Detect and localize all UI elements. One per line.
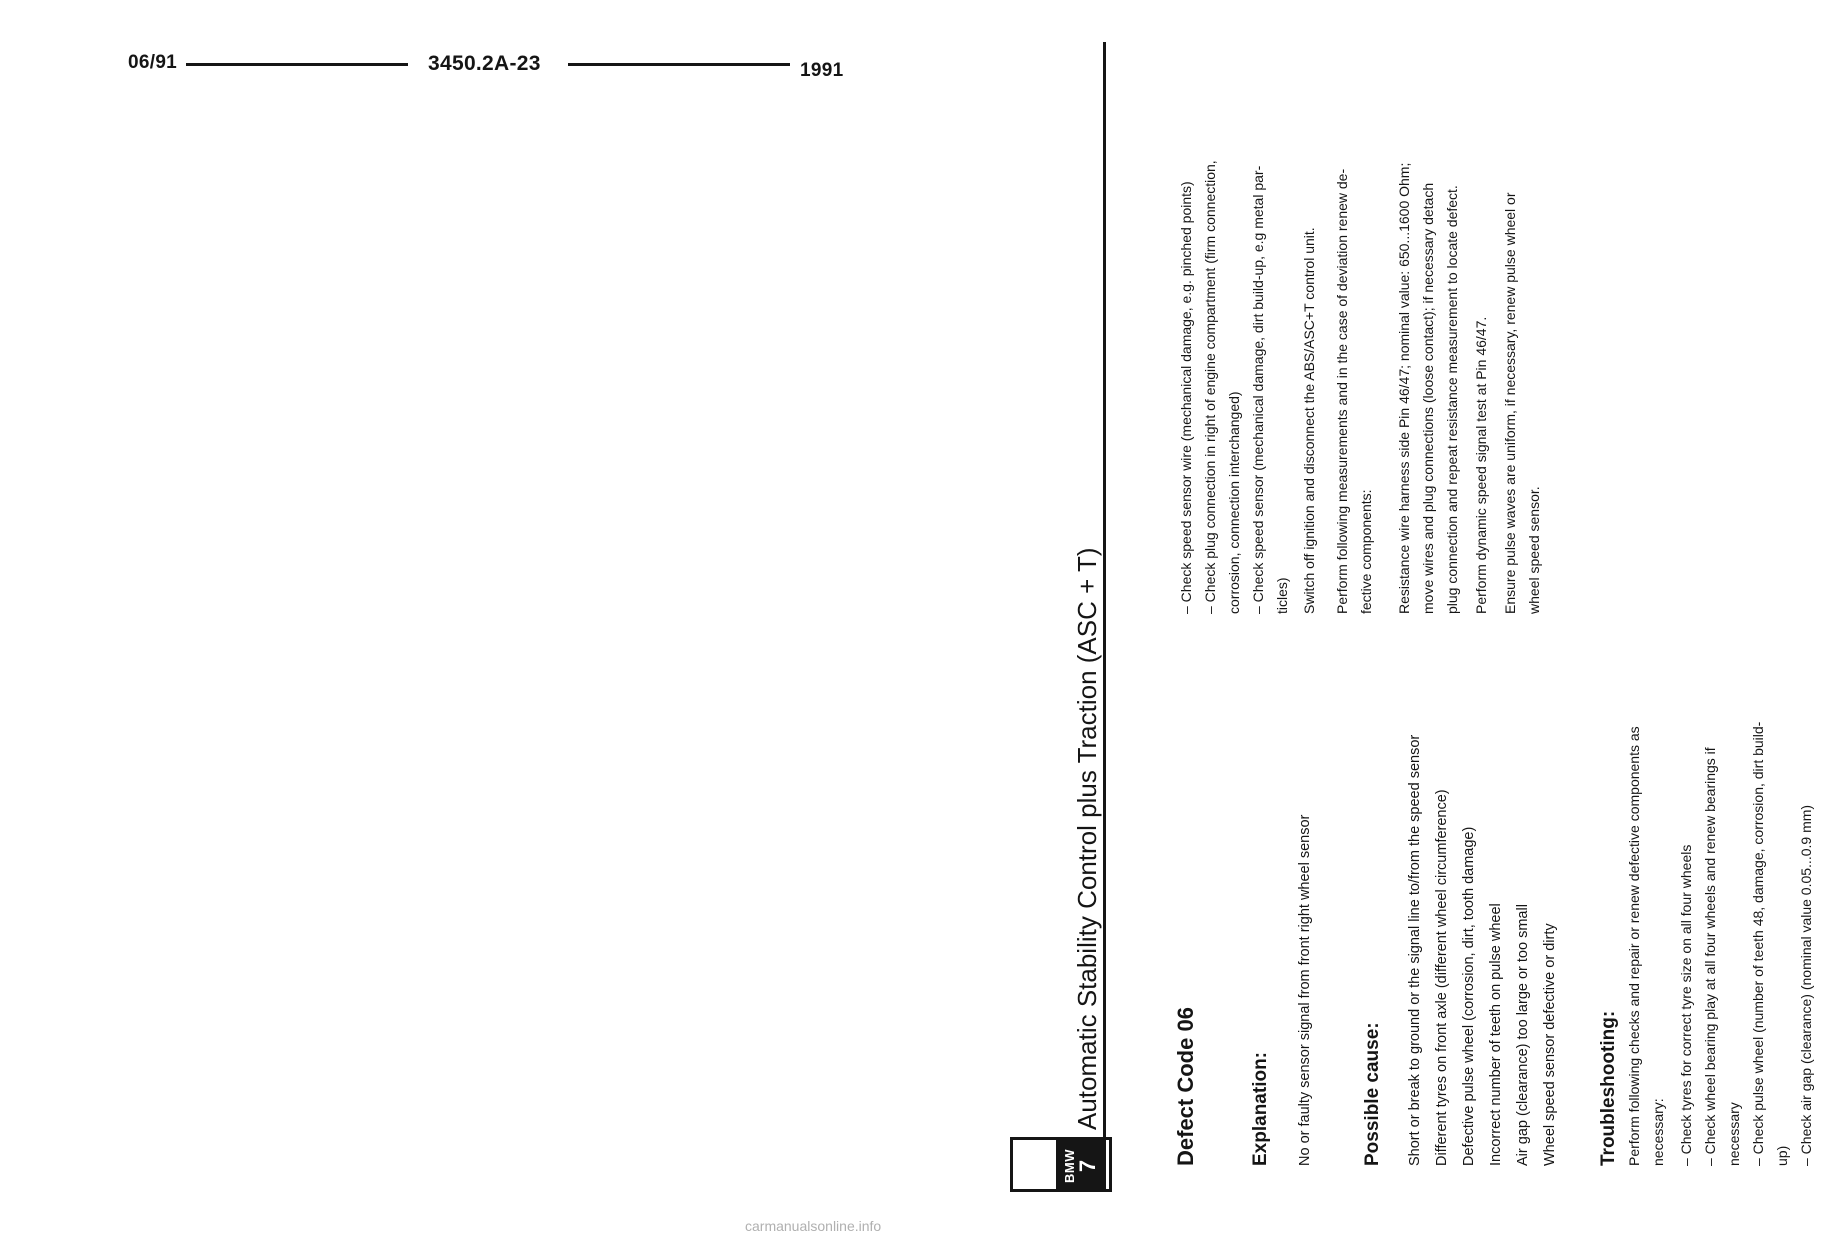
troubleshooting-check-line: – Check tyres for correct tyre size on all four wheels [1678, 844, 1694, 1166]
cause-item: Defective pulse wheel (corrosion, dirt, tooth damage) [1461, 826, 1477, 1166]
page-code: 3450.2A-23 [428, 52, 541, 75]
perform-line: Perform following measurements and in the case of deviation renew de- [1334, 168, 1350, 614]
resistance-line: Resistance wire harness side Pin 46/47; nominal value: 650...1600 Ohm; [1396, 162, 1412, 614]
cause-item: Wheel speed sensor defective or dirty [1542, 923, 1558, 1166]
perform-line: fective components: [1358, 489, 1374, 614]
troubleshooting-check-line: up) [1774, 1145, 1790, 1166]
page-year: 1991 [800, 60, 844, 81]
column2-check-line: – Check plug connection in right of engine compartment (firm connection, [1202, 160, 1218, 614]
explanation-text: No or faulty sensor signal from front right wheel sensor [1297, 814, 1313, 1166]
possible-cause-heading: Possible cause: [1362, 1022, 1383, 1166]
ensure-line: wheel speed sensor. [1526, 486, 1542, 614]
troubleshooting-heading: Troubleshooting: [1598, 1010, 1619, 1166]
cause-item: Different tyres on front axle (different wheel circumference) [1434, 789, 1450, 1166]
resistance-line: move wires and plug connections (loose contact); if necessary detach [1420, 182, 1436, 614]
watermark: carmanualsonline.info [745, 1218, 882, 1234]
brand-label: BMW [1062, 1149, 1077, 1183]
troubleshooting-intro-line: Perform following checks and repair or renew defective components as [1626, 726, 1642, 1166]
troubleshooting-check-line: – Check pulse wheel (number of teeth 48, damage, corrosion, dirt build- [1750, 721, 1766, 1166]
column2-check-line: – Check speed sensor (mechanical damage, dirt build-up, e.g metal par- [1250, 165, 1266, 614]
doc-header-title: Automatic Stability Control plus Traction (ASC + T) [1072, 547, 1102, 1130]
rotated-troubleshooting-checks [1010, 42, 1670, 1192]
explanation-heading: Explanation: [1250, 1051, 1271, 1166]
switch-off-text: Switch off ignition and disconnect the ABS/ASC+T control unit. [1301, 227, 1317, 614]
defect-title: Defect Code 06 [1173, 1007, 1198, 1166]
resistance-line: plug connection and repeat resistance measurement to locate defect. [1444, 185, 1460, 614]
cause-item: Incorrect number of teeth on pulse wheel [1488, 903, 1504, 1166]
column2-check-line: corrosion, connection interchanged) [1226, 391, 1242, 614]
header-line-right [568, 63, 790, 66]
troubleshooting-check-line: necessary [1726, 1102, 1742, 1166]
troubleshooting-intro-line: necessary: [1650, 1098, 1666, 1166]
series-number: 7 [1075, 1159, 1100, 1173]
cause-item: Air gap (clearance) too large or too small [1515, 904, 1531, 1166]
cause-item: Short or break to ground or the signal line to/from the speed sensor [1407, 734, 1423, 1166]
column2-check-line: ticles) [1274, 577, 1290, 614]
column2-check-line: – Check speed sensor wire (mechanical damage, e.g. pinched points) [1178, 181, 1194, 614]
troubleshooting-check-line: – Check air gap (clearance) (nominal value 0.05...0.9 mm) [1798, 804, 1814, 1166]
page-date: 06/91 [128, 52, 178, 73]
dynamic-test-text: Perform dynamic speed signal test at Pin 46/47. [1473, 316, 1489, 614]
troubleshooting-check-line: – Check wheel bearing play at all four wheels and renew bearings if [1702, 747, 1718, 1166]
troubleshooting-check-list [1674, 722, 1818, 1166]
ensure-line: Ensure pulse waves are uniform, if necessary, renew pulse wheel or [1502, 192, 1518, 614]
header-line-left [186, 63, 408, 66]
